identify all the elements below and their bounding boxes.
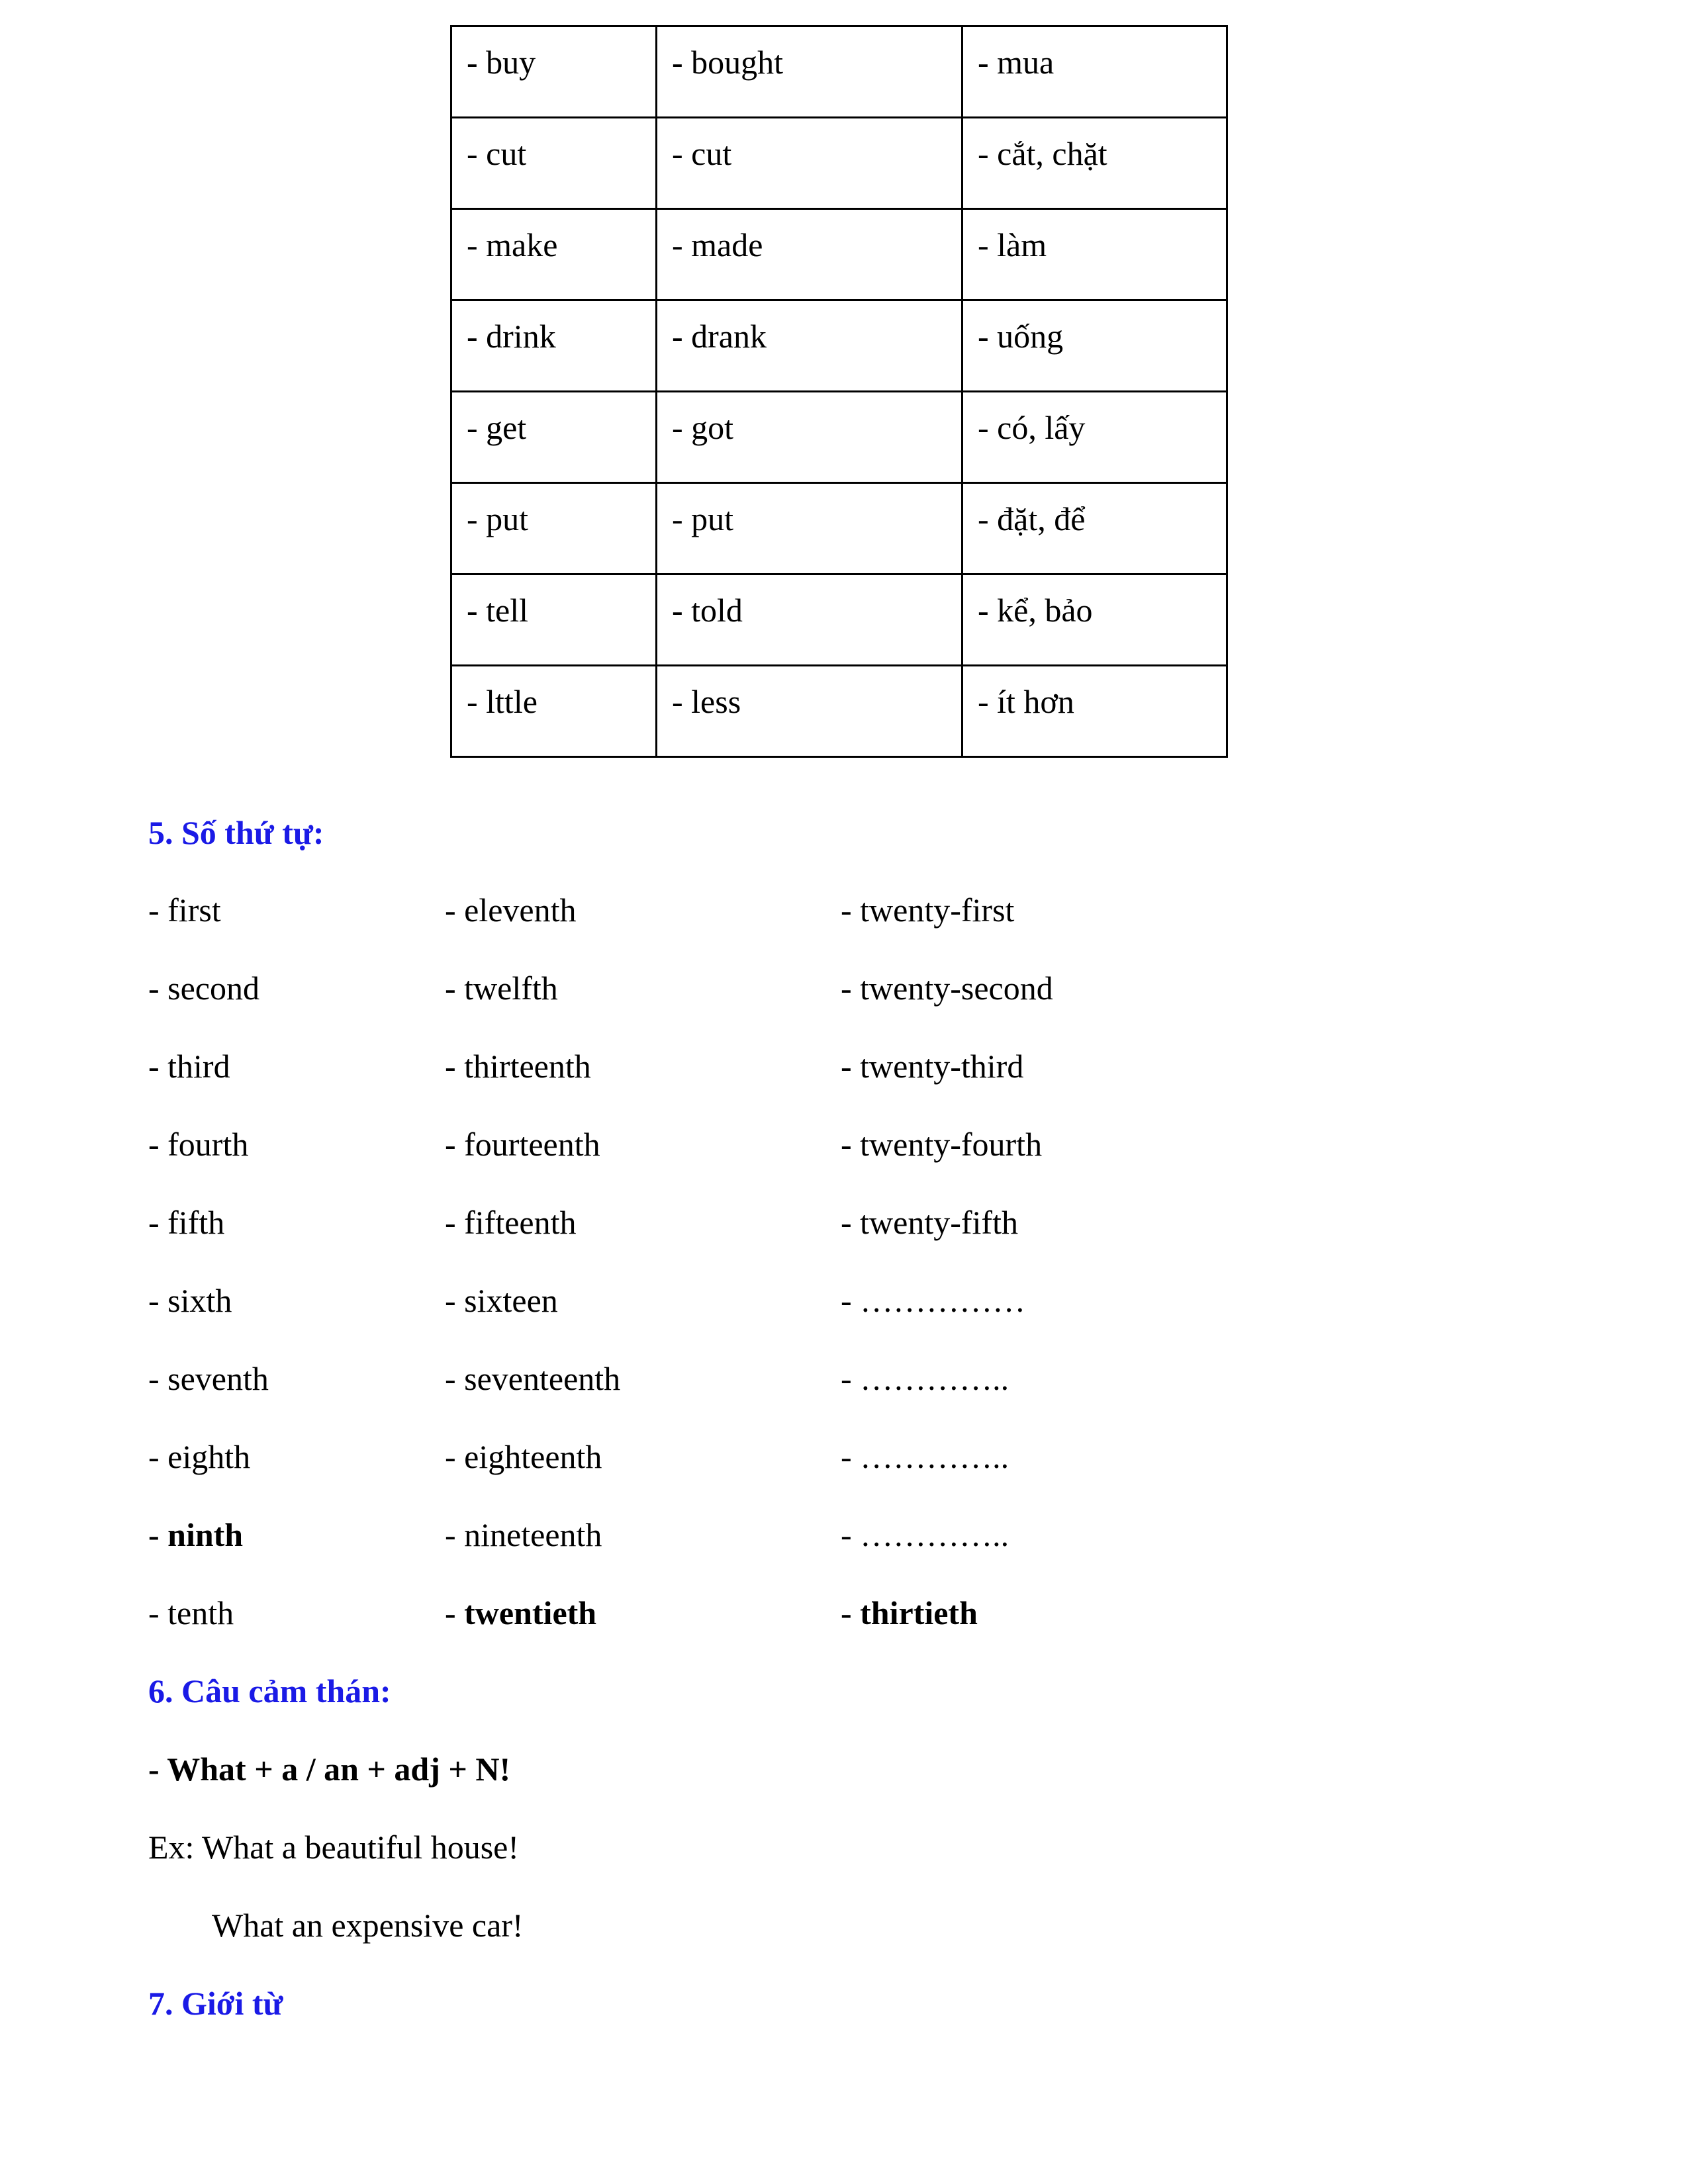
ordinal-item: - ………….. bbox=[841, 1516, 1009, 1553]
ordinal-item: - fifth bbox=[148, 1204, 225, 1241]
ordinal-item: - seventh bbox=[148, 1360, 269, 1397]
ordinal-item: - eleventh bbox=[445, 891, 577, 929]
table-row bbox=[451, 392, 1227, 483]
table-cell: - kể, bảo bbox=[962, 574, 1227, 666]
table-cell: - bought bbox=[657, 26, 962, 118]
ordinal-item: - sixth bbox=[148, 1282, 232, 1319]
table-row bbox=[451, 300, 1227, 392]
ordinal-item: - nineteenth bbox=[445, 1516, 602, 1553]
section-7-heading: 7. Giới từ bbox=[148, 1985, 283, 2022]
ordinal-item: - twenty-second bbox=[841, 970, 1053, 1007]
table-cell: - drink bbox=[451, 300, 657, 392]
ordinal-item: - twenty-first bbox=[841, 891, 1015, 929]
table-cell: - got bbox=[657, 392, 962, 483]
table-cell: - lttle bbox=[451, 666, 657, 757]
ordinal-item: - third bbox=[148, 1048, 230, 1085]
ordinal-item: - seventeenth bbox=[445, 1360, 621, 1397]
table-cell: - cut bbox=[657, 118, 962, 209]
ordinal-item: - first bbox=[148, 891, 221, 929]
table-row bbox=[451, 666, 1227, 757]
example-line: Ex: What a beautiful house! bbox=[148, 1829, 520, 1866]
table-cell: - told bbox=[657, 574, 962, 666]
table-cell: - put bbox=[451, 483, 657, 574]
ordinal-item: - twentieth bbox=[445, 1594, 597, 1631]
table-cell: - buy bbox=[451, 26, 657, 118]
table-cell: - make bbox=[451, 209, 657, 300]
table-cell: - cắt, chặt bbox=[962, 118, 1227, 209]
example-line: What an expensive car! bbox=[212, 1907, 524, 1944]
section-5-heading: 5. Số thứ tự: bbox=[148, 814, 324, 851]
table-cell: - đặt, để bbox=[962, 483, 1227, 574]
irregular-verb-table bbox=[450, 25, 1228, 758]
ordinal-item: - fourteenth bbox=[445, 1126, 600, 1163]
table-cell: - drank bbox=[657, 300, 962, 392]
table-cell: - mua bbox=[962, 26, 1227, 118]
table-cell: - uống bbox=[962, 300, 1227, 392]
ordinal-item: - ………….. bbox=[841, 1360, 1009, 1397]
ordinal-item: - twenty-fourth bbox=[841, 1126, 1043, 1163]
table-cell: - làm bbox=[962, 209, 1227, 300]
ordinal-item: - eighth bbox=[148, 1438, 251, 1475]
table-row bbox=[451, 26, 1227, 118]
ordinal-item: - eighteenth bbox=[445, 1438, 602, 1475]
ordinal-item: - ………….. bbox=[841, 1438, 1009, 1475]
ordinal-item: - twenty-fifth bbox=[841, 1204, 1018, 1241]
ordinal-item: - twenty-third bbox=[841, 1048, 1024, 1085]
table-cell: - put bbox=[657, 483, 962, 574]
ordinal-item: - tenth bbox=[148, 1594, 234, 1631]
table-row bbox=[451, 209, 1227, 300]
table-cell: - get bbox=[451, 392, 657, 483]
table-cell: - ít hơn bbox=[962, 666, 1227, 757]
table-cell: - có, lấy bbox=[962, 392, 1227, 483]
ordinal-item: - …………… bbox=[841, 1282, 1026, 1319]
ordinal-item: - thirtieth bbox=[841, 1594, 978, 1631]
ordinal-item: - fifteenth bbox=[445, 1204, 577, 1241]
ordinal-item: - ninth bbox=[148, 1516, 244, 1553]
table-cell: - less bbox=[657, 666, 962, 757]
exclamation-formula: - What + a / an + adj + N! bbox=[148, 1751, 511, 1788]
table-cell: - made bbox=[657, 209, 962, 300]
ordinal-item: - sixteen bbox=[445, 1282, 558, 1319]
table-row bbox=[451, 118, 1227, 209]
ordinal-item: - twelfth bbox=[445, 970, 558, 1007]
ordinal-item: - thirteenth bbox=[445, 1048, 591, 1085]
ordinal-item: - second bbox=[148, 970, 259, 1007]
ordinal-item: - fourth bbox=[148, 1126, 249, 1163]
table-cell: - cut bbox=[451, 118, 657, 209]
section-6-heading: 6. Câu cảm thán: bbox=[148, 1672, 391, 1709]
table-row bbox=[451, 574, 1227, 666]
table-cell: - tell bbox=[451, 574, 657, 666]
table-row bbox=[451, 483, 1227, 574]
